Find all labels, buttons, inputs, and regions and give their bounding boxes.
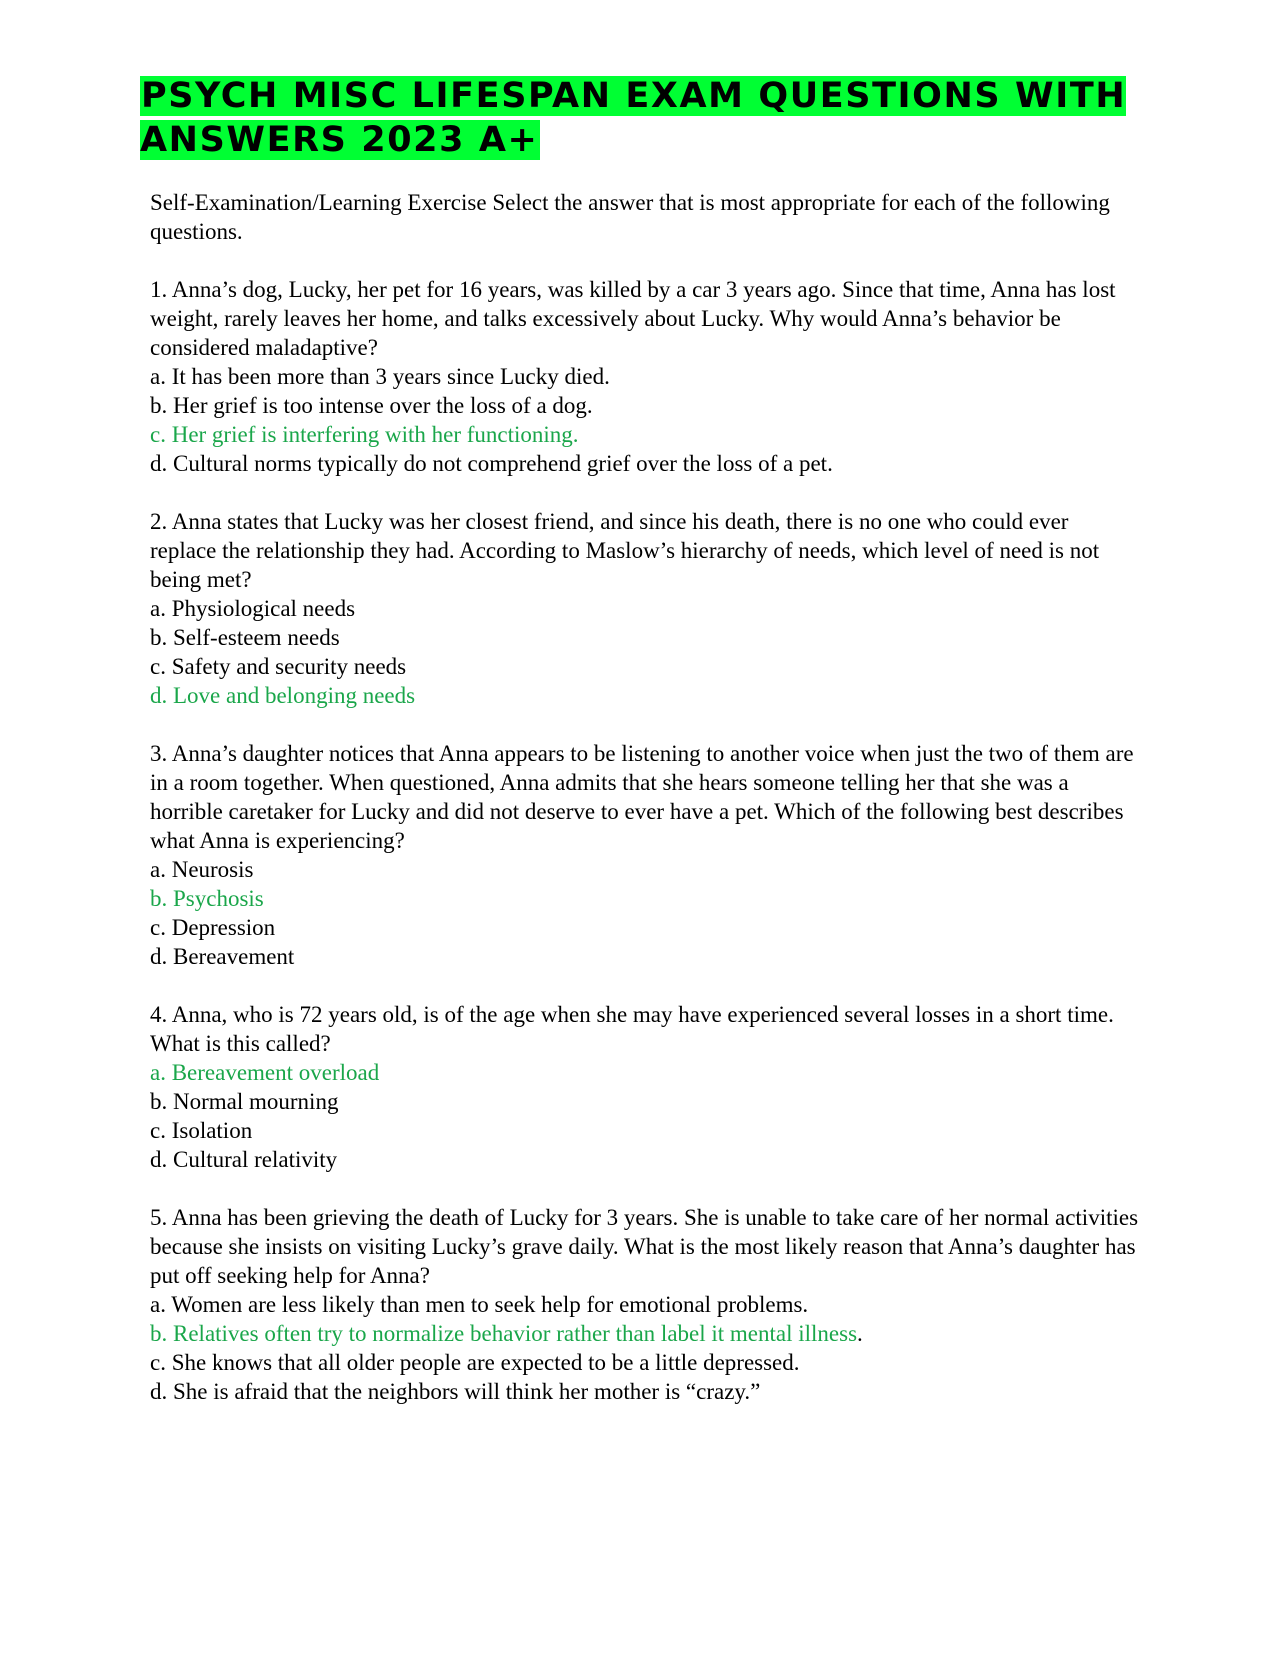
question-5 xyxy=(150,1203,1140,1406)
answer-options xyxy=(150,594,1140,710)
answer-option-c: c. Her grief is interfering with her functioning. xyxy=(150,422,579,447)
answer-option-b: b. Normal mourning xyxy=(150,1089,339,1114)
intro-paragraph: Self-Examination/Learning Exercise Select the answer that is most appropriate for each of the following questions. xyxy=(150,190,1110,244)
answer-options xyxy=(150,855,1140,971)
answer-option-b: b. Psychosis xyxy=(150,886,264,911)
question-stem: 1. Anna’s dog, Lucky, her pet for 16 years, was killed by a car 3 years ago. Since that time, Anna has lost weight, rarely leaves her home, and talks excessively about Lucky. Why would Anna’s behavior be considered maladaptive? xyxy=(150,277,1116,360)
answer-option-b: b. Her grief is too intense over the loss of a dog. xyxy=(150,393,593,418)
answer-option-d: d. She is afraid that the neighbors will think her mother is “crazy.” xyxy=(150,1379,761,1404)
question-stem: 4. Anna, who is 72 years old, is of the age when she may have experienced several losses in a short time. What is this called? xyxy=(150,1002,1114,1056)
answer-options xyxy=(150,1290,1140,1406)
answer-option-d: d. Bereavement xyxy=(150,944,295,969)
title-highlight: PSYCH MISC LIFESPAN EXAM QUESTIONS WITH ANSWERS 2023 A+ xyxy=(140,76,1127,160)
document-body xyxy=(150,188,1140,1435)
question-3 xyxy=(150,739,1140,971)
answer-option-a: a. Women are less likely than men to seek help for emotional problems. xyxy=(150,1292,809,1317)
answer-options xyxy=(150,1058,1140,1174)
answer-option-a: a. Neurosis xyxy=(150,857,254,882)
answer-option-d: d. Cultural relativity xyxy=(150,1147,338,1172)
answer-options xyxy=(150,362,1140,478)
question-2 xyxy=(150,507,1140,710)
answer-option-c: c. She knows that all older people are expected to be a little depressed. xyxy=(150,1350,800,1375)
answer-option-d: d. Cultural norms typically do not comprehend grief over the loss of a pet. xyxy=(150,451,833,476)
question-stem: 2. Anna states that Lucky was her closest friend, and since his death, there is no one who could ever replace the relationship they had. According to Maslow’s hierarchy of needs, which level of need is not being met? xyxy=(150,509,1100,592)
document-title xyxy=(140,74,1150,162)
question-4 xyxy=(150,1000,1140,1174)
answer-option-b: b. Relatives often try to normalize behavior rather than label it mental illness. xyxy=(150,1321,863,1346)
answer-option-a: a. It has been more than 3 years since Lucky died. xyxy=(150,364,610,389)
answer-option-c: c. Isolation xyxy=(150,1118,253,1143)
answer-option-d: d. Love and belonging needs xyxy=(150,683,416,708)
answer-option-a: a. Physiological needs xyxy=(150,596,356,621)
answer-option-c: c. Depression xyxy=(150,915,276,940)
answer-option-c: c. Safety and security needs xyxy=(150,654,407,679)
answer-option-a: a. Bereavement overload xyxy=(150,1060,380,1085)
question-stem: 3. Anna’s daughter notices that Anna appears to be listening to another voice when just the two of them are in a room together. When questioned, Anna admits that she hears someone telling her that she was a horrible caretaker for Lucky and did not deserve to ever have a pet. Which of the following best describes what Anna is experiencing? xyxy=(150,741,1134,853)
answer-option-b: b. Self-esteem needs xyxy=(150,625,340,650)
question-stem: 5. Anna has been grieving the death of Lucky for 3 years. She is unable to take care of her normal activities because she insists on visiting Lucky’s grave daily. What is the most likely reason that Anna’s daughter has put off seeking help for Anna? xyxy=(150,1205,1139,1288)
question-1 xyxy=(150,275,1140,478)
